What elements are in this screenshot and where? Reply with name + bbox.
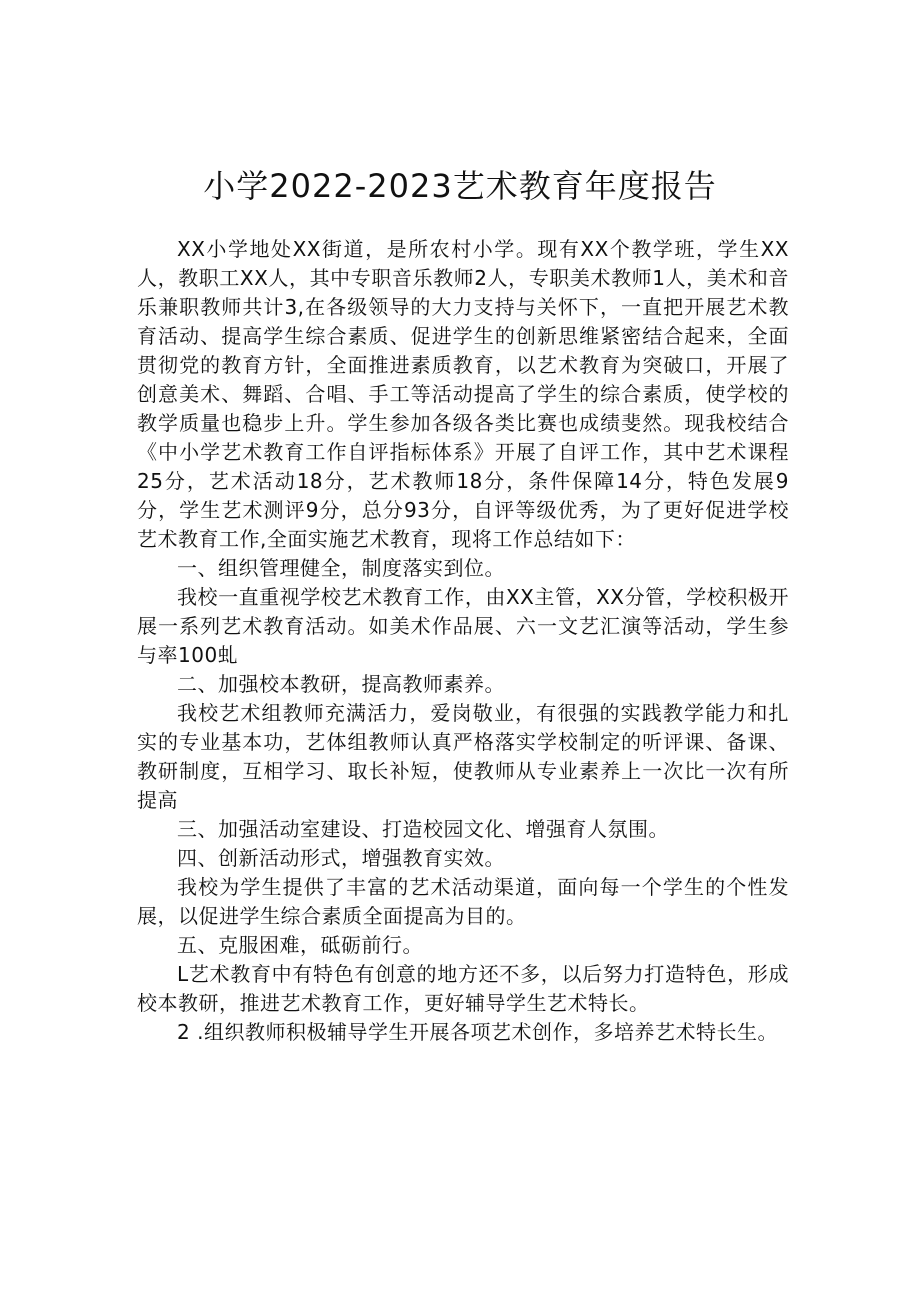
paragraph-section-4: 我校为学生提供了丰富的艺术活动渠道，面向每一个学生的个性发展，以促进学生综合素质全面提高为目的。 bbox=[137, 875, 789, 928]
section-heading-3: 三、加强活动室建设、打造校园文化、增强育人氛围。 bbox=[177, 817, 669, 841]
paragraph-item-2: 2 .组织教师积极辅导学生开展各项艺术创作，多培养艺术特长生。 bbox=[177, 1020, 778, 1044]
section-heading-4: 四、创新活动形式，增强教育实效。 bbox=[177, 846, 505, 870]
document-title: 小学2022-2023艺术教育年度报告 bbox=[203, 167, 717, 205]
paragraph-section-2: 我校艺术组教师充满活力，爱岗敬业，有很强的实践教学能力和扎实的专业基本功，艺体组教师认真严格落实学校制定的听评课、备课、教研制度，互相学习、取长补短，使教师从专业素养上一次比一次有所提高 bbox=[137, 701, 789, 812]
paragraph-item-1: L艺术教育中有特色有创意的地方还不多，以后努力打造特色，形成校本教研，推进艺术教育工作，更好辅导学生艺术特长。 bbox=[137, 962, 789, 1015]
section-heading-5: 五、克服困难，砥砺前行。 bbox=[177, 933, 423, 957]
section-heading-2: 二、加强校本教研，提高教师素养。 bbox=[177, 672, 505, 696]
paragraph-section-1: 我校一直重视学校艺术教育工作，由XX主管，XX分管，学校积极开展一系列艺术教育活动。如美术作品展、六一文艺汇演等活动，学生参与率100虬 bbox=[137, 585, 789, 667]
paragraph-intro: XX小学地处XX街道，是所农村小学。现有XX个教学班，学生XX人，教职工XX人，其中专职音乐教师2人，专职美术教师1人，美术和音乐兼职教师共计3,在各级领导的大力支持与关怀下，一直把开展艺术教育活动、提高学生综合素质、促进学生的创新思维紧密结合起来，全面贯彻党的教育方针，全面推进素质教育，以艺术教育为突破口，开展了创意美术、舞蹈、合唱、手工等活动提高了学生的综合素质，使学校的教学质量也稳步上升。学生参加各级各类比赛也成绩斐然。现我校结合《中小学艺术教育工作自评指标体系》开展了自评工作，其中艺术课程25分，艺术活动18分，艺术教师18分，条件保障14分，特色发展9分，学生艺术测评9分，总分93分，自评等级优秀，为了更好促进学校艺术教育工作,全面实施艺术教育，现将工作总结如下： bbox=[137, 237, 789, 551]
section-heading-1: 一、组织管理健全，制度落实到位。 bbox=[177, 556, 505, 580]
document-body bbox=[137, 235, 789, 1047]
